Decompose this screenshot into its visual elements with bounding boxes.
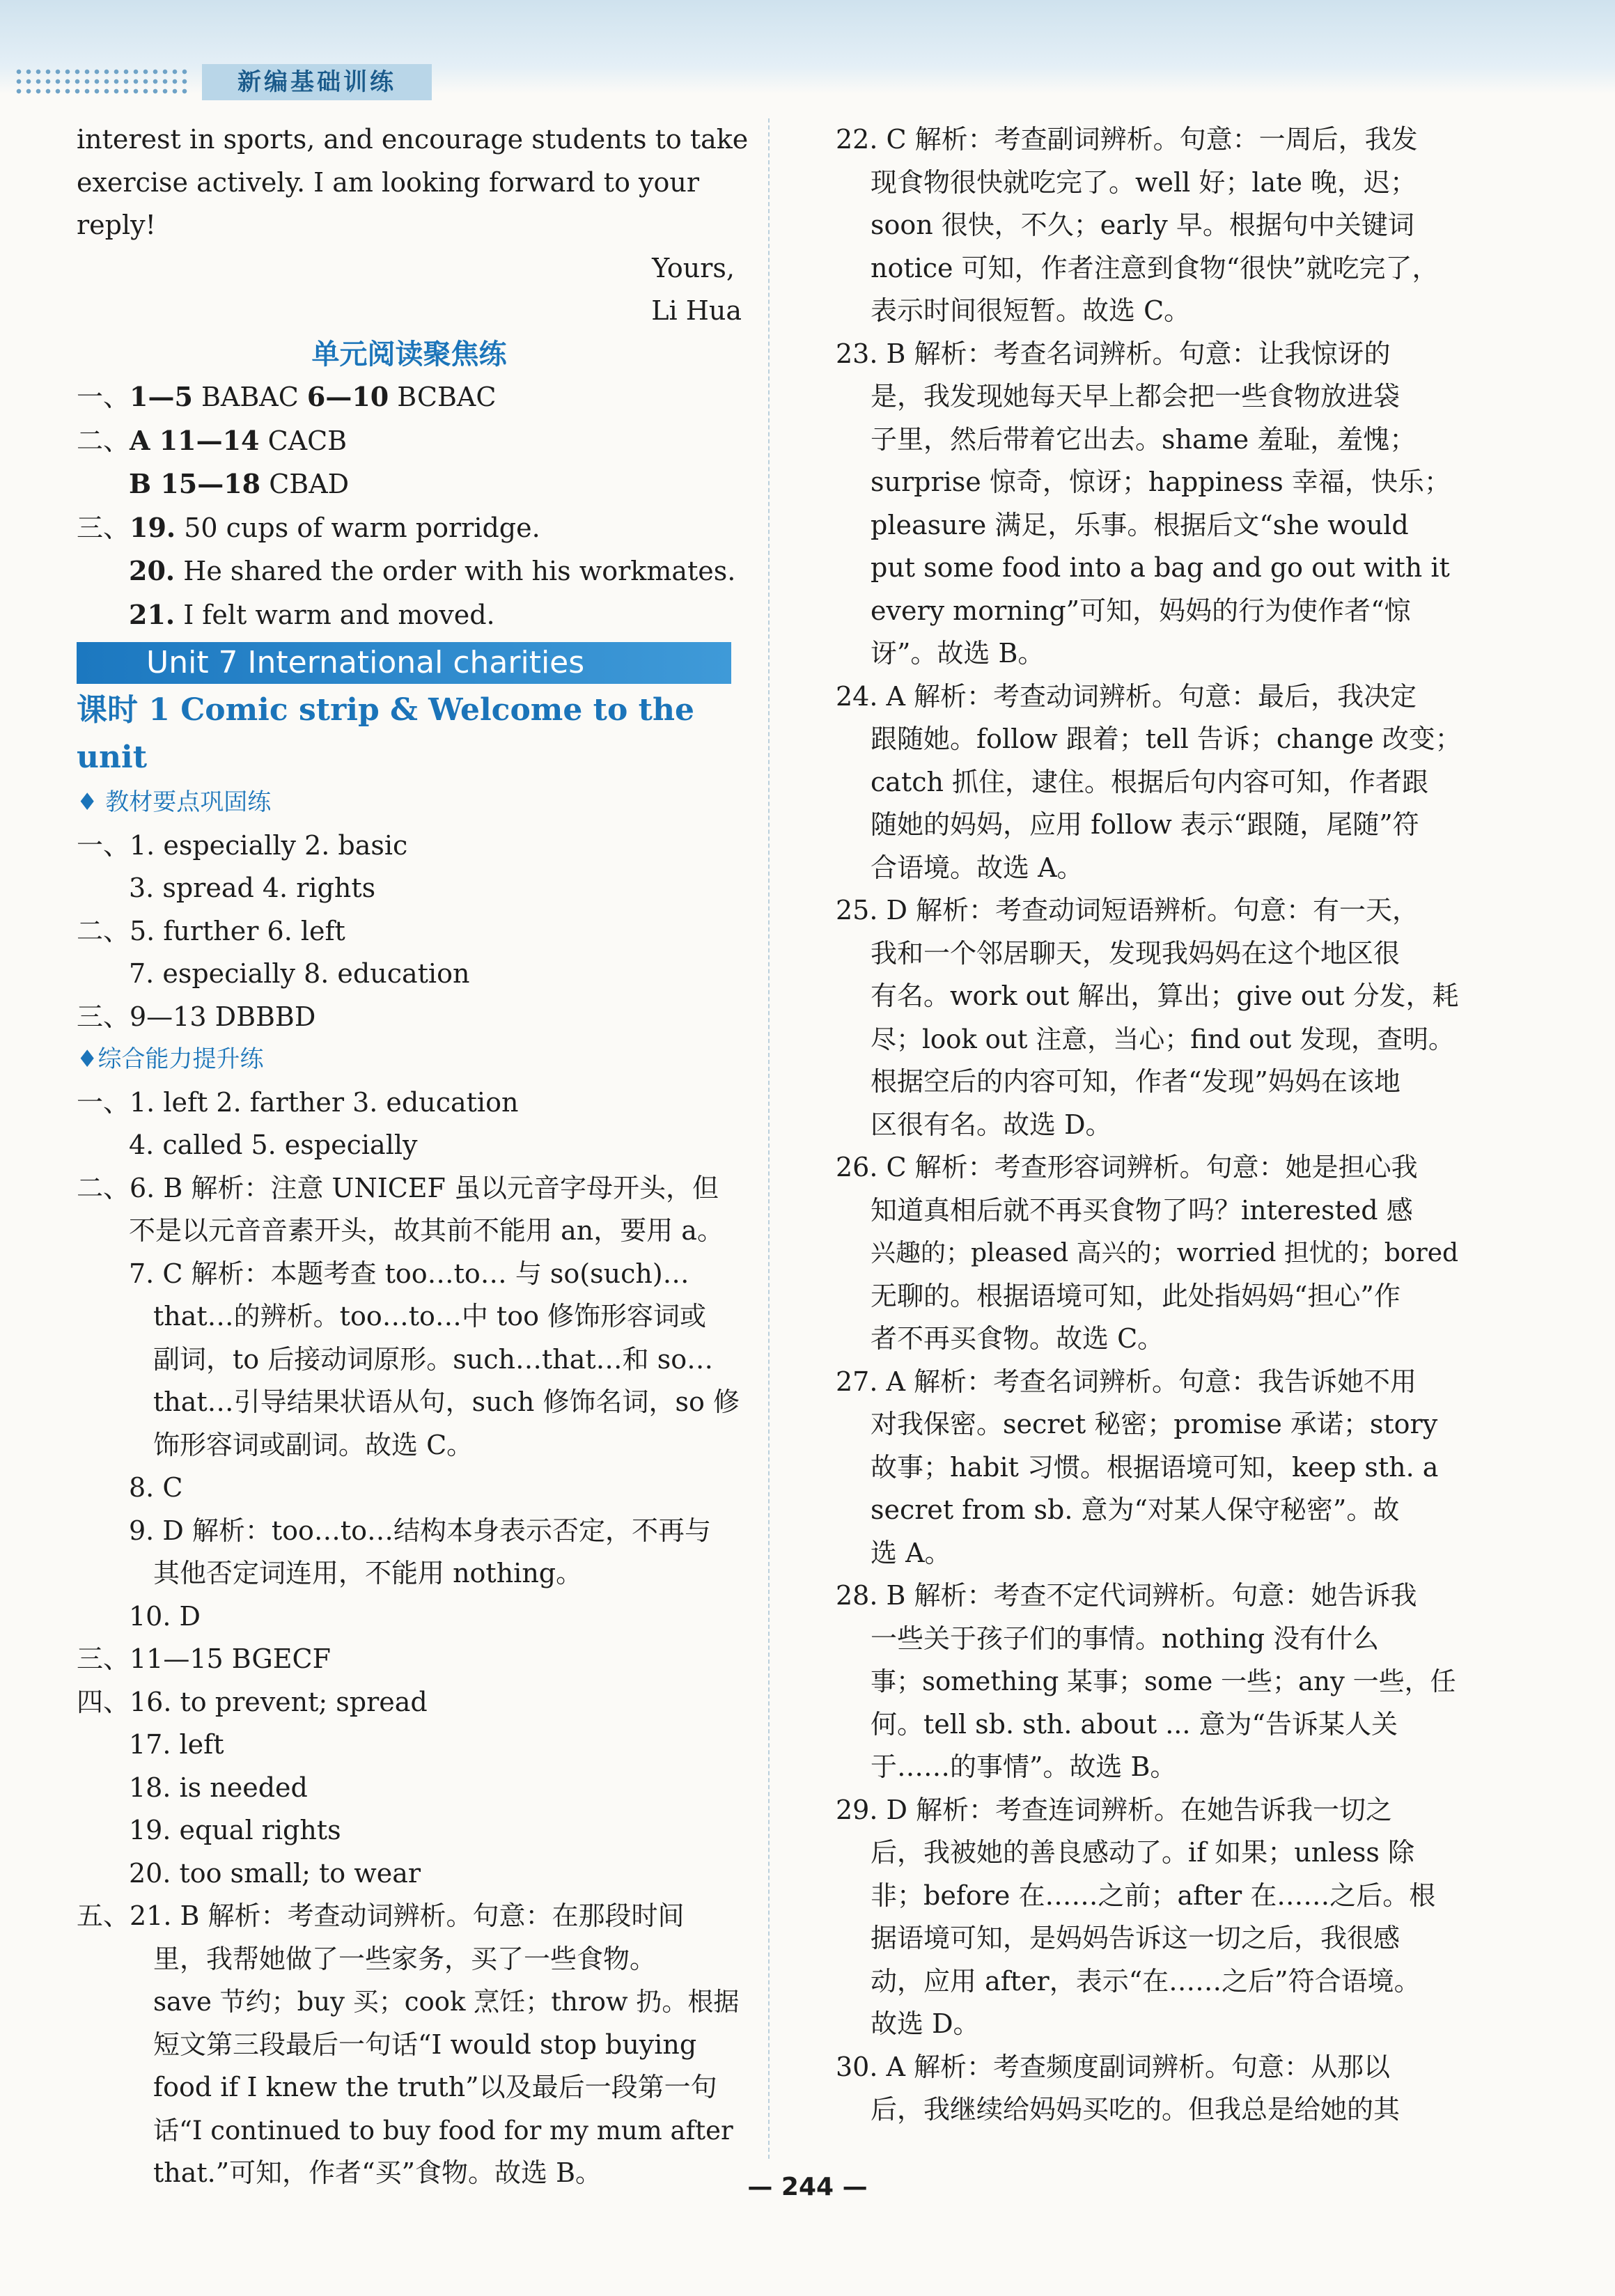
explanation-line: 故事；habit 习惯。根据语境可知，keep sth. a bbox=[871, 1451, 1439, 1483]
explanation-line: 者不再买食物。故选 C。 bbox=[871, 1323, 1164, 1354]
explanation-line: 30. A 解析：考查频度副词辨析。句意：从那以 bbox=[836, 2051, 1391, 2082]
explanation-line: 其他否定词连用，不能用 nothing。 bbox=[153, 1558, 583, 1588]
answer-line: 三、9—13 DBBBD bbox=[77, 1001, 316, 1032]
explanation-line: 后，我继续给妈妈买吃的。但我总是给她的其 bbox=[871, 2094, 1401, 2125]
answer-line: 一、1. left 2. farther 3. education bbox=[77, 1086, 519, 1118]
explanation-line: 随她的妈妈，应用 follow 表示“跟随，尾随”符 bbox=[871, 809, 1419, 840]
answer-line: 一、1—5 BABAC 6—10 BCBAC bbox=[77, 381, 497, 412]
explanation-line: 29. D 解析：考查连词辨析。在她告诉我一切之 bbox=[836, 1794, 1393, 1825]
explanation-line: 表示时间很短暂。故选 C。 bbox=[871, 295, 1191, 326]
explanation-line: notice 可知，作者注意到食物“很快”就吃完了， bbox=[871, 252, 1439, 283]
explanation-line: 动，应用 after，表示“在……之后”符合语境。 bbox=[871, 1965, 1421, 1997]
explanation-line: 于……的事情”。故选 B。 bbox=[871, 1751, 1177, 1782]
explanation-line: 对我保密。secret 秘密；promise 承诺；story bbox=[871, 1409, 1438, 1439]
letter-line: exercise actively. I am looking forward to your bbox=[77, 166, 700, 198]
explanation-line: 是，我发现她每天早上都会把一些食物放进袋 bbox=[871, 381, 1401, 412]
answer-line: 二、A 11—14 CACB bbox=[77, 424, 348, 456]
explanation-line: 副词，to 后接动词原形。such…that…和 so… bbox=[153, 1343, 714, 1375]
explanation-line: secret from sb. 意为“对某人保守秘密”。故 bbox=[871, 1494, 1400, 1525]
explanation-line: 跟随她。follow 跟着；tell 告诉；change 改变； bbox=[871, 724, 1462, 754]
explanation-line: pleasure 满足，乐事。根据后文“she would bbox=[871, 509, 1409, 540]
explanation-line: 27. A 解析：考查名词辨析。句意：我告诉她不用 bbox=[836, 1366, 1417, 1397]
explanation-line: food if I knew the truth”以及最后一段第一句 bbox=[153, 2072, 717, 2102]
explanation-line: put some food into a bag and go out with it bbox=[871, 552, 1450, 583]
unit-banner: Unit 7 International charities bbox=[77, 642, 731, 684]
explanation-line: 24. A 解析：考查动词辨析。句意：最后，我决定 bbox=[836, 680, 1417, 712]
explanation-line: 根据空后的内容可知，作者“发现”妈妈在该地 bbox=[871, 1066, 1401, 1097]
explanation-line: 一些关于孩子们的事情。nothing 没有什么 bbox=[871, 1623, 1380, 1654]
explanation-line: catch 抓住，逮住。根据后句内容可知，作者跟 bbox=[871, 766, 1429, 797]
subsection-heading: ♦综合能力提升练 bbox=[77, 1045, 264, 1073]
answer-line: 20. too small; to wear bbox=[129, 1857, 421, 1889]
explanation-line: 有名。work out 解出，算出；give out 分发，耗 bbox=[871, 981, 1459, 1011]
answer-line: 10. D bbox=[129, 1600, 201, 1632]
explanation-line: 兴趣的；pleased 高兴的；worried 担忧的；bored bbox=[871, 1239, 1459, 1267]
explanation-line: 后，我被她的善良感动了。if 如果；unless 除 bbox=[871, 1837, 1414, 1868]
answer-line: B 15—18 CBAD bbox=[129, 468, 350, 499]
explanation-line: 合语境。故选 A。 bbox=[871, 852, 1084, 883]
answer-line: 4. called 5. especially bbox=[129, 1130, 418, 1160]
explanation-line: 区很有名。故选 D。 bbox=[871, 1109, 1112, 1140]
answer-line: 19. equal rights bbox=[129, 1815, 341, 1845]
explanation-line: 故选 D。 bbox=[871, 2008, 980, 2039]
explanation-line: 28. B 解析：考查不定代词辨析。句意：她告诉我 bbox=[836, 1580, 1417, 1611]
explanation-line: 22. C 解析：考查副词辨析。句意：一周后，我发 bbox=[836, 124, 1418, 155]
explanation-line: that…引导结果状语从句，such 修饰名词，so 修 bbox=[153, 1387, 740, 1417]
letter-sign-name: Li Hua bbox=[651, 295, 742, 326]
header-dot-pattern bbox=[14, 67, 188, 95]
explanation-line: 短文第三段最后一句话“I would stop buying bbox=[153, 2029, 697, 2060]
explanation-line: save 节约；buy 买；cook 烹饪；throw 扔。根据 bbox=[153, 1987, 740, 2017]
explanation-line: 何。tell sb. sth. about ... 意为“告诉某人关 bbox=[871, 1708, 1398, 1740]
explanation-line: 无聊的。根据语境可知，此处指妈妈“担心”作 bbox=[871, 1280, 1401, 1311]
column-divider bbox=[768, 118, 770, 2159]
answer-line: 21. I felt warm and moved. bbox=[129, 598, 495, 630]
left-column bbox=[77, 118, 749, 2195]
answer-line: 7. especially 8. education bbox=[129, 958, 470, 989]
answer-line: 20. He shared the order with his workmates. bbox=[129, 555, 736, 586]
letter-sign-yours: Yours, bbox=[652, 252, 735, 283]
explanation-line: 子里，然后带着它出去。shame 羞耻，羞愧； bbox=[871, 423, 1417, 455]
answer-line: 二、5. further 6. left bbox=[77, 915, 345, 946]
answer-line: 三、19. 50 cups of warm porridge. bbox=[77, 511, 540, 543]
answer-line: 四、16. to prevent; spread bbox=[77, 1686, 428, 1717]
letter-line: interest in sports, and encourage students to take bbox=[77, 124, 749, 155]
explanation-line: 23. B 解析：考查名词辨析。句意：让我惊讶的 bbox=[836, 338, 1391, 369]
explanation-line: 25. D 解析：考查动词短语辨析。句意：有一天， bbox=[836, 895, 1419, 926]
answer-line: 17. left bbox=[129, 1729, 224, 1760]
explanation-line: 事；something 某事；some 一些；any 一些，任 bbox=[871, 1666, 1456, 1696]
answer-line: 三、11—15 BGECF bbox=[77, 1643, 331, 1674]
explanation-line: 里，我帮她做了一些家务，买了一些食物。 bbox=[153, 1943, 657, 1974]
explanation-line: 非；before 在……之前；after 在……之后。根 bbox=[871, 1880, 1436, 1911]
explanation-line: 选 A。 bbox=[871, 1537, 951, 1568]
answer-line: 一、1. especially 2. basic bbox=[77, 829, 408, 861]
explanation-line: 讶”。故选 B。 bbox=[871, 638, 1045, 669]
explanation-line: surprise 惊奇，惊讶；happiness 幸福，快乐； bbox=[871, 467, 1451, 497]
explanation-line: 五、21. B 解析：考查动词辨析。句意：在那段时间 bbox=[77, 1900, 685, 1931]
explanation-line: 知道真相后就不再买食物了吗？interested 感 bbox=[871, 1194, 1413, 1226]
answer-line: 8. C bbox=[129, 1472, 183, 1503]
explanation-line: 现食物很快就吃完了。well 好；late 晚，迟； bbox=[871, 166, 1417, 198]
subsection-heading: ♦ 教材要点巩固练 bbox=[77, 788, 272, 816]
explanation-line: 我和一个邻居聊天，发现我妈妈在这个地区很 bbox=[871, 937, 1401, 969]
explanation-line: 尽；look out 注意，当心；find out 发现，查明。 bbox=[871, 1024, 1454, 1054]
explanation-line: 话“I continued to buy food for my mum after bbox=[153, 2115, 733, 2146]
explanation-line: 7. C 解析：本题考查 too…to… 与 so(such)… bbox=[129, 1258, 689, 1289]
explanation-line: 饰形容词或副词。故选 C。 bbox=[153, 1429, 474, 1460]
letter-line: reply! bbox=[77, 210, 156, 240]
reading-section-title: 单元阅读聚焦练 bbox=[311, 337, 507, 370]
explanation-line: 26. C 解析：考查形容词辨析。句意：她是担心我 bbox=[836, 1152, 1418, 1182]
book-title: 新编基础训练 bbox=[202, 64, 432, 100]
answer-line: 3. spread 4. rights bbox=[129, 873, 376, 903]
explanation-line: every morning”可知，妈妈的行为使作者“惊 bbox=[871, 595, 1411, 626]
explanation-line: that…的辨析。too…to…中 too 修饰形容词或 bbox=[153, 1301, 707, 1331]
explanation-line: 9. D 解析：too…to…结构本身表示否定，不再与 bbox=[129, 1515, 712, 1546]
right-column bbox=[836, 118, 1462, 2132]
explanation-line: 据语境可知，是妈妈告诉这一切之后，我很感 bbox=[871, 1923, 1401, 1953]
page-number: — 244 — bbox=[747, 2173, 868, 2201]
explanation-line: that.”可知，作者“买”食物。故选 B。 bbox=[153, 2157, 602, 2188]
explanation-line: 不是以元音音素开头，故其前不能用 an，要用 a。 bbox=[129, 1215, 724, 1246]
explanation-line: soon 很快，不久；early 早。根据句中关键词 bbox=[871, 210, 1414, 240]
answer-line: 18. is needed bbox=[129, 1772, 308, 1803]
lesson-title: 课时 1 Comic strip & Welcome to the unit bbox=[77, 692, 694, 775]
explanation-line: 二、6. B 解析：注意 UNICEF 虽以元音字母开头，但 bbox=[77, 1172, 719, 1203]
